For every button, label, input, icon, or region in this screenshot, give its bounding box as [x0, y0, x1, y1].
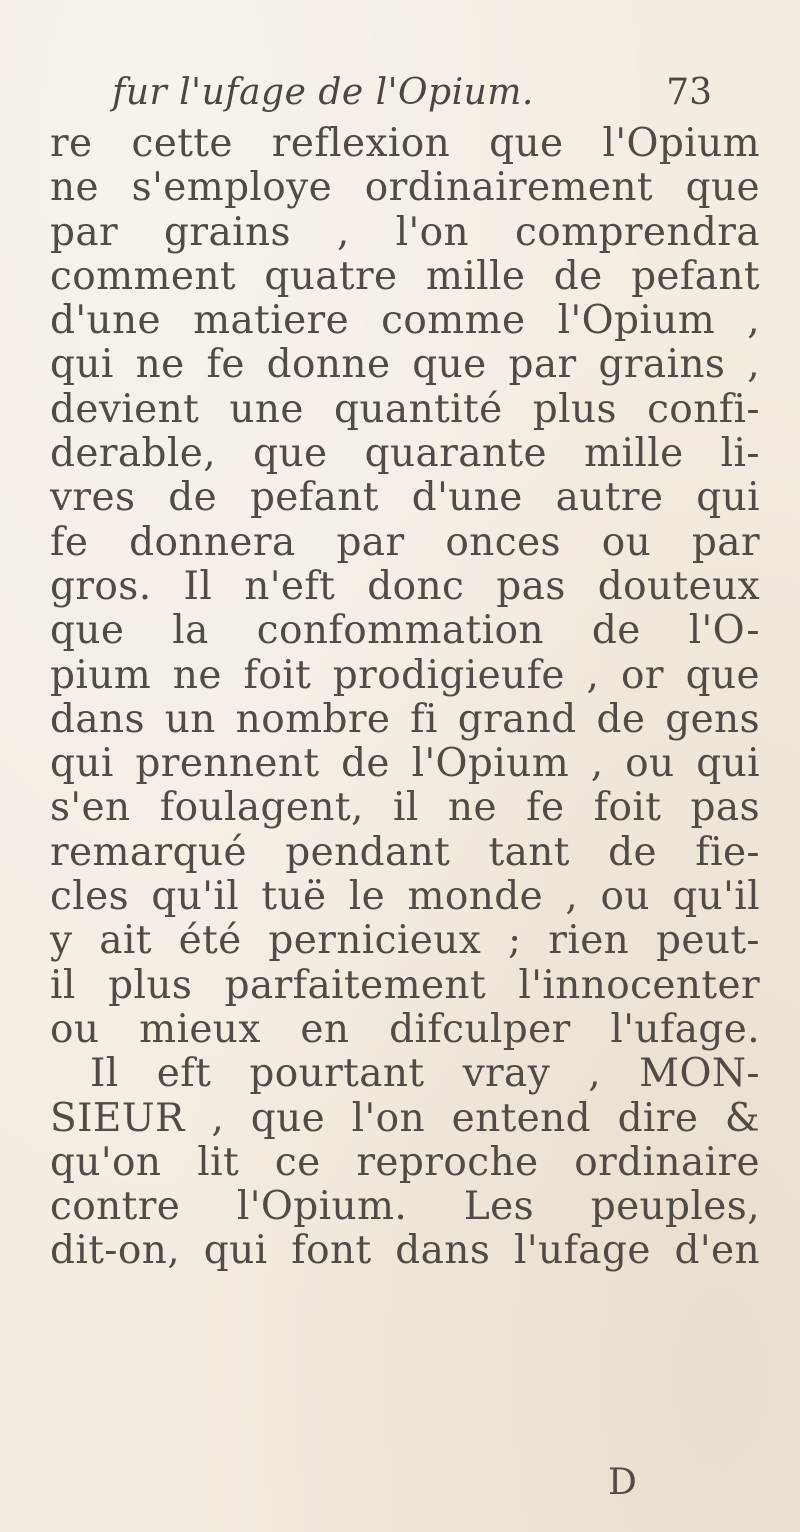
text-line: s'en foulagent, il ne fe foit pas — [50, 785, 760, 831]
text-line: Il eft pourtant vray , MON- — [90, 1051, 760, 1097]
text-line: re cette reflexion que l'Opium — [50, 121, 760, 166]
text-line: qu'on lit ce reproche ordinaire — [50, 1139, 760, 1185]
text-line: devient une quantité plus confi- — [50, 386, 760, 432]
text-line: pium ne foit prodigieufe , or que — [50, 652, 760, 698]
text-line: dans un nombre fi grand de gens — [50, 696, 760, 742]
text-line: d'une matiere comme l'Opium , — [50, 298, 760, 344]
text-line: comment quatre mille de pefant — [50, 253, 760, 299]
text-line: par grains , l'on comprendra — [50, 209, 760, 255]
text-line: ou mieux en difculper l'ufage. — [50, 1006, 760, 1052]
text-line: ne s'employe ordinairement que — [50, 165, 760, 211]
text-line: qui prennent de l'Opium , ou qui — [50, 741, 760, 787]
text-line: gros. Il n'eft donc pas douteux — [50, 563, 760, 609]
text-line: cles qu'il tuë le monde , ou qu'il — [50, 874, 760, 920]
body-text — [50, 122, 760, 1274]
running-title: fur l'ufage de l'Opium. — [112, 72, 534, 113]
text-line: SIEUR , que l'on entend dire & — [50, 1095, 760, 1141]
catchword: D — [608, 1462, 637, 1503]
text-line: qui ne fe donne que par grains , — [50, 342, 760, 388]
text-line: fe donnera par onces ou par — [50, 519, 760, 565]
text-line: dit-on, qui font dans l'ufage d'en — [50, 1228, 760, 1274]
text-line: vres de pefant d'une autre qui — [50, 475, 760, 521]
text-line: derable, que quarante mille li- — [50, 431, 760, 477]
text-line: y ait été pernicieux ; rien peut- — [50, 918, 760, 964]
text-line: contre l'Opium. Les peuples, — [50, 1184, 760, 1230]
text-line: remarqué pendant tant de fie- — [50, 829, 760, 875]
page-number: 73 — [666, 72, 712, 113]
text-line: il plus parfaitement l'innocenter — [50, 962, 760, 1008]
text-line: que la confommation de l'O- — [50, 608, 760, 654]
page-header — [112, 72, 712, 120]
